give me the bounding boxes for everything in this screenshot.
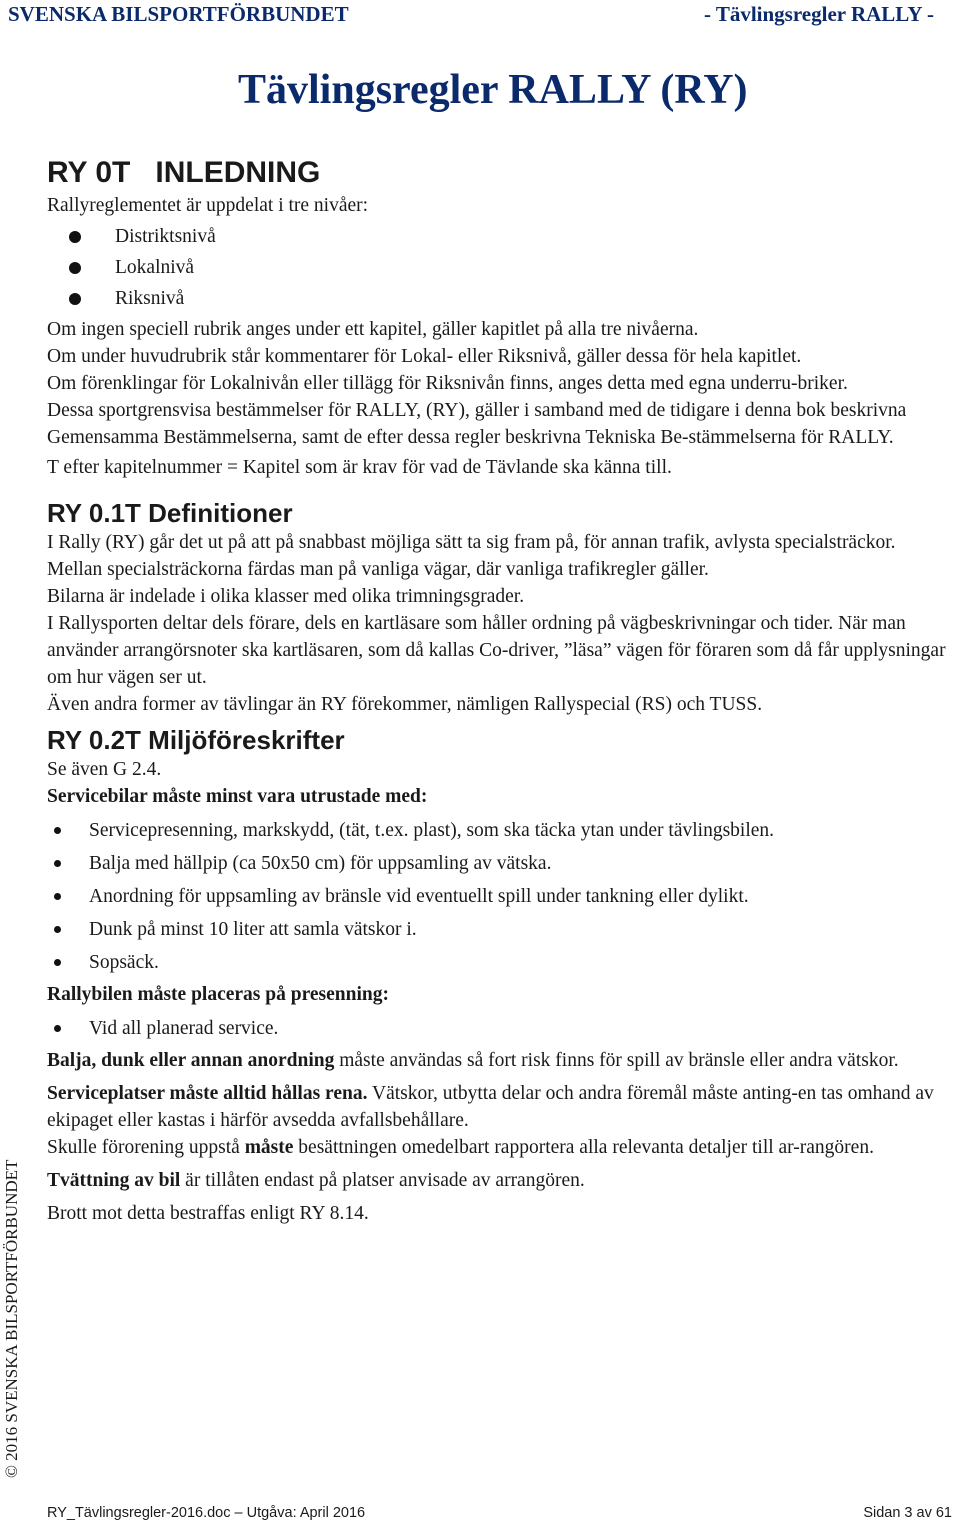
list-item: Distriktsnivå <box>47 221 952 252</box>
bullet-icon <box>54 827 61 834</box>
list-item: Lokalnivå <box>47 252 952 283</box>
paragraph: Balja, dunk eller annan anordning måste användas så fort risk finns för spill av bränsle eller andra vätskor. <box>47 1050 899 1071</box>
section-heading-ry02: RY 0.2T Miljöföreskrifter <box>47 725 345 755</box>
list-item: Riksnivå <box>47 283 952 314</box>
paragraph: Även andra former av tävlingar än RY förekommer, nämligen Rallyspecial (RS) och TUSS. <box>47 694 763 715</box>
paragraph: Dessa sportgrensvisa bestämmelser för RALLY, (RY), gäller i samband med de tidigare i denna bok beskrivna Gemensamma Bestämmelserna, samt de efter dessa regler beskrivna Tekniska Be-stämmelserna för RALLY. <box>47 400 907 448</box>
paragraph: Tvättning av bil är tillåten endast på platser anvisade av arrangören. <box>47 1170 585 1191</box>
list-item: Anordning för uppsamling av bränsle vid eventuellt spill under tankning eller dylikt. <box>47 880 952 913</box>
intro-text: Rallyreglementet är uppdelat i tre nivåer: <box>47 195 369 216</box>
copyright-side-text: © 2016 SVENSKA BILSPORTFÖRBUNDET <box>2 1159 21 1478</box>
list-item: Sopsäck. <box>47 946 952 979</box>
service-heading: Servicebilar måste minst vara utrustade med: <box>47 786 428 807</box>
list-item: Servicepresenning, markskydd, (tät, t.ex. plast), som ska täcka ytan under tävlingsbilen. <box>47 814 952 847</box>
paragraph: I Rallysporten deltar dels förare, dels en kartläsare som håller ordning på vägbeskrivningar och tider. När man använder arrangörsnoter ska kartläsaren, som då kallas Co-driver, ”läsa” vägen för föraren som då får upplysningar om hur vägen ser ut. <box>47 613 946 688</box>
header-section: - Tävlingsregler RALLY - <box>703 2 934 26</box>
service-list <box>47 814 952 979</box>
bullet-icon <box>69 262 81 274</box>
document-body <box>47 154 952 1227</box>
paragraph: Om ingen speciell rubrik anges under ett kapitel, gäller kapitlet på alla tre nivåerna. <box>47 319 699 340</box>
paragraph: Brott mot detta bestraffas enligt RY 8.14. <box>47 1203 369 1224</box>
bullet-icon <box>69 293 81 305</box>
paragraph: Om under huvudrubrik står kommentarer för Lokal- eller Riksnivå, gäller dessa för hela kapitlet. <box>47 346 802 367</box>
placement-list <box>47 1012 952 1045</box>
bullet-icon <box>54 1025 61 1032</box>
see-also: Se även G 2.4. <box>47 759 162 780</box>
section-heading-ry01: RY 0.1T Definitioner <box>47 498 293 528</box>
bullet-icon <box>69 231 81 243</box>
paragraph: T efter kapitelnummer = Kapitel som är krav för vad de Tävlande ska känna till. <box>47 457 672 478</box>
list-item: Vid all planerad service. <box>47 1012 952 1045</box>
paragraph: Bilarna är indelade i olika klasser med olika trimningsgrader. <box>47 586 525 607</box>
footer-page-number: Sidan 3 av 61 <box>863 1505 952 1521</box>
bullet-icon <box>54 959 61 966</box>
bullet-icon <box>54 860 61 867</box>
paragraph: Serviceplatser måste alltid hållas rena. Vätskor, utbytta delar och andra föremål måste anting-en tas omhand av ekipaget eller kastas i härför avsedda avfallsbehållare. <box>47 1083 934 1131</box>
list-item: Dunk på minst 10 liter att samla vätskor i. <box>47 913 952 946</box>
list-item: Balja med hällpip (ca 50x50 cm) för uppsamling av vätska. <box>47 847 952 880</box>
bullet-icon <box>54 893 61 900</box>
paragraph: Om förenklingar för Lokalnivån eller tillägg för Riksnivån finns, anges detta med egna underru-briker. <box>47 373 848 394</box>
section-heading-ry0: RY 0T INLEDNING <box>47 156 321 189</box>
paragraph: I Rally (RY) går det ut på att på snabbast möjliga sätt ta sig fram på, för annan trafik, avlysta specialsträckor. Mellan specialsträckorna färdas man på vanliga vägar, där vanliga trafikregler gäller. <box>47 532 896 580</box>
page-title: Tävlingsregler RALLY (RY) <box>238 67 748 113</box>
levels-list <box>47 221 952 314</box>
paragraph: Skulle förorening uppstå måste besättningen omedelbart rapportera alla relevanta detaljer till ar-rangören. <box>47 1137 874 1158</box>
placement-heading: Rallybilen måste placeras på presenning: <box>47 984 389 1005</box>
bullet-icon <box>54 926 61 933</box>
header-org: SVENSKA BILSPORTFÖRBUNDET <box>8 2 349 26</box>
footer-filename: RY_Tävlingsregler-2016.doc – Utgåva: April 2016 <box>47 1505 366 1521</box>
